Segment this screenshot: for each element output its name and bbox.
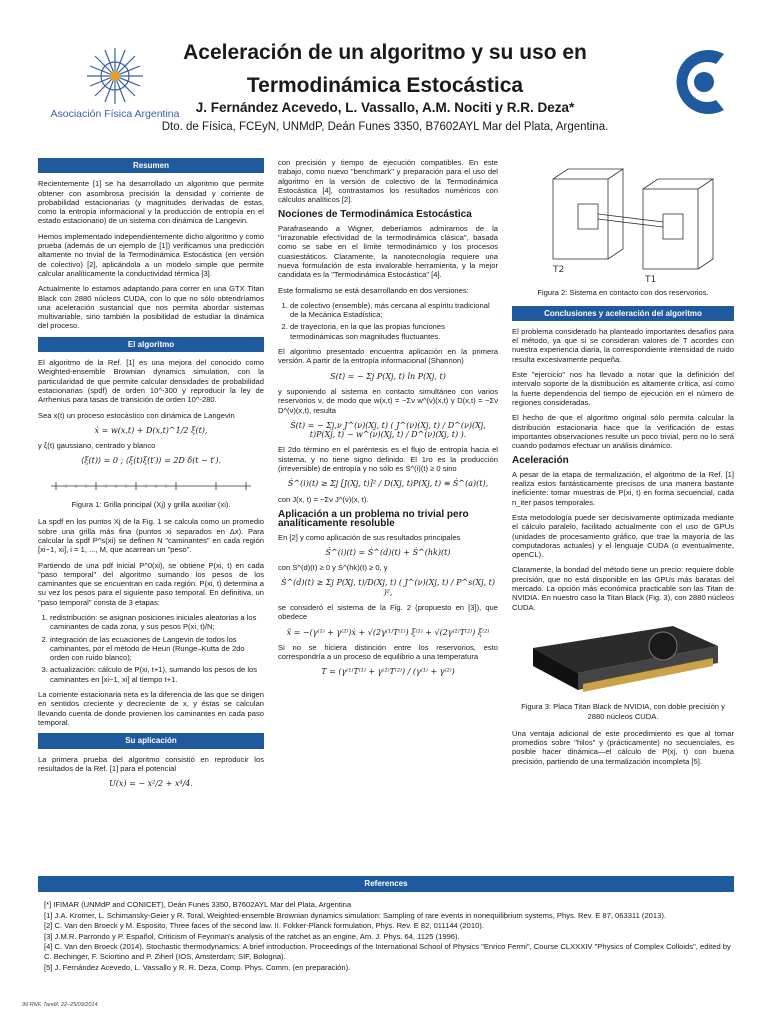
equation-decomposition: Ṡ^(i)(t) = Ṡ^(d)(t) + Ṡ^(hk)(t) [325, 547, 451, 557]
poster-title [150, 36, 620, 102]
version-item: 2. de trayectoria, en la que las propias funciones termodinámicas son magnitudes fluctuantes. [290, 322, 498, 341]
reference-item: [*] IFIMAR (UNMdP and CONICET), Deán Funes 3350, B7602AYL Mar del Plata, Argentina [44, 900, 352, 910]
affiliation: Dto. de Física, FCEyN, UNMdP, Deán Funes 3350, B7602AYL Mar del Plata, Argentina. [161, 121, 609, 133]
version-item: 1. de colectivo (ensemble), más cercana al espíritu tradicional de la Mecánica Estadística; [290, 301, 498, 320]
section-aplicacion-heading: Aplicación a un problema no trivial pero analíticamente resoluble [278, 508, 469, 530]
figure-1-caption: Figura 1: Grilla principal (Xj) y grilla auxiliar (xi). [71, 500, 231, 510]
equation-entropy-rate: Ṡ(t) = − Σj,ν J^(ν)(Xj, t) ( J^(ν)(Xj, t) / D^(ν)(Xj, t)P(Xj, t) − w^(ν)(Xj, t) / D^(ν)(Xj, t) ). [290, 420, 486, 440]
algoritmo-paragraph: La corriente estacionaria neta es la diferencia de las que se dirigen en sentidos creciente y decreciente de x, y éstas se calculan llevando cuenta de donde provienen los caminantes en cada paso temporal. [38, 690, 264, 727]
poster-header [0, 0, 768, 150]
figure-3-caption: Figura 3: Placa Titan Black de NVIDIA, con doble precisión y 2880 núcleos CUDA. [521, 702, 725, 721]
resumen-paragraph: Actualmente lo estamos adaptando para correr en una GTX Titan Black con 2880 núcleos CUDA, con lo que no sólo obtendríamos una aceleración sustancial que nos permita abordar sistemas multivariable, sino también la posibilidad de estudiar la dinámica del proceso. [38, 284, 264, 331]
reference-item: [1] J.A. Kromer, L. Schimansky-Geier y R. Toral, Weighted-ensemble Brownian dynamics simulation: Sampling of rare events in nonequilibrium systems, Phys. Rev. E 87, 063311 (2013). [44, 910, 666, 920]
reference-item: [3] J.M.R. Parrondo y P. Español, Criticism of Feynman's analysis of the ratchet as an engine, Am. J. Phys. 64, 1125 (1996). [44, 931, 460, 941]
equation-shannon: S(t) = − Σj P(Xj, t) ln P(Xj, t) [330, 371, 446, 381]
unmdp-logo [664, 42, 734, 122]
reference-item: [2] C. Van den Broeck y M. Esposito, Three faces of the second law. II. Fokker-Planck formulation, Phys. Rev. E 82, 011144 (2010). [44, 921, 484, 931]
section-nociones-heading: Nociones de Termodinámica Estocástica [278, 209, 472, 221]
figure-2-reservoirs [512, 164, 734, 298]
authors: J. Fernández Acevedo, L. Vassallo, A.M. Nociti y R.R. Deza* [195, 100, 575, 115]
section-aplicacion-header: Su aplicación [38, 733, 264, 748]
title-line-1: Aceleración de un algoritmo y su uso en [183, 41, 587, 64]
reference-item: [4] C. Van den Broeck (2014). Stochastic thermodynamics: A brief introduction. Proceedings of the International School of Physics "Enrico Fermi", Course CLXXXIV "Physics of Complex Colloids", edited by C. Bechinger, F. Sciortino and P. Ziherl (IOS, Amsterdam; SIF, Bologna). [44, 942, 731, 962]
step-item: 2. integración de las ecuaciones de Langevin de todos los caminantes, por el método de Heun (Runge–Kutta de 2do orden con ruido blanco); [50, 635, 264, 663]
step-item: 3. actualización: cálculo de P(xi, t+1), sumando los pesos de los caminantes en [xi−1, xi] al tiempo t+1. [50, 665, 264, 684]
aplicacion-paragraph: En [2] y como aplicación de sus resultados principales [278, 532, 461, 542]
conclusiones-paragraph: Este "ejercicio" nos ha llevado a notar que la definición del intervalo soporte de la distribución es altamente crítica, así como la fuerte dependencia del tiempo de ejecución en el número de regiones consideradas. [512, 370, 734, 407]
column-2 [278, 158, 498, 683]
algoritmo-paragraph: La spdf en los puntos Xj de la Fig. 1 se calcula como un promedio sobre una grilla más fina (puntos xi separados en Δx). Para calcular la spdf P^s(xi) se definen N "caminantes" en cada región [xi−1, xi], i = 1, ..., M, que acarrean un "peso". [38, 517, 264, 555]
label-t1: T1 [645, 275, 657, 284]
resumen-paragraph: Recientemente [1] se ha desarrollado un algoritmo que permite obtener con asombrosa precisión la densidad y corriente de probabilidad estacionarias (y magnitudes derivadas de estas, como la entropía informacional y la producción de entropía en el estado estacionario) de un sistema con dinámica de Langevin. [38, 179, 264, 226]
resumen-paragraph: Hemos implementado independientemente dicho algoritmo y como prueba (además de un ejemplo de [1]) verificamos una predicción altamente no trivial de la Termodinámica Estocástica (en versión de colectivo) [2], aplicándola a un modelo simple que permite calcular analíticamente la conductividad térmica [3]. [38, 231, 264, 278]
section-references-header: References [38, 876, 734, 892]
equation-potential: U(x) = − x²/2 + x⁴/4. [109, 779, 193, 789]
reservoirs-diagram-icon [523, 164, 723, 284]
algoritmo-paragraph: Sea x(t) un proceso estocástico con dinámica de Langevin [38, 410, 235, 420]
section-aceleracion-heading: Aceleración [512, 455, 569, 467]
figure-2-caption: Figura 2: Sistema en contacto con dos reservorios. [537, 288, 709, 298]
aceleracion-paragraph: Esta metodología puede ser decisivamente optimizada mediante el cálculo paralelo, facilitado actualmente con el uso de GPUs (unidades de procesamiento gráfico, que trae la mayoría de las computadoras actuales) y el lenguaje CUDA (o eventualmente, openCL). [512, 512, 734, 560]
gpu-card-icon [523, 618, 723, 698]
section-algoritmo-header: El algoritmo [38, 337, 264, 352]
column-2-paragraph: con precisión y tiempo de ejecución compatibles. En este trabajo, como nuevo "benchmark" y preparación para el uso del algoritmo en la versión de colectivo de la Termodinámica Estocástica [4], contrastamos los resultados numéricos con cálculos analíticos [2]. [278, 158, 498, 205]
aplicacion-paragraph: con Ṡ^(d)(t) ≥ 0 y Ṡ^(hk)(t) ≥ 0, y [278, 563, 388, 573]
reference-item: [5] J. Fernández Acevedo, L. Vassallo y R. R. Deza, Comp. Phys. Comm. (en preparación). [44, 962, 351, 972]
column-1 [38, 158, 264, 794]
unmdp-logo-icon [664, 42, 734, 122]
label-t2: T2 [553, 265, 565, 275]
nociones-paragraph: Este formalismo se está desarrollando en dos versiones: [278, 285, 469, 295]
equation-adiabatic: Ṡ^(d)(t) ≥ Σj P(Xj, t)/D(Xj, t) ( J^(ν)(Xj, t) / P^s(Xj, t) )², [280, 578, 496, 597]
aceleracion-paragraph: A pesar de la etapa de termalización, el algoritmo de la Ref. [1] realiza estos fantásticamente precisos de una manera bastante ineficiente: tomar muestras de P(xi, t) en forma secuencial, cada n_iter pasos temporales. [512, 469, 734, 507]
afa-logo-caption: Asociación Física Argentina [50, 108, 180, 120]
aceleracion-paragraph: Una ventaja adicional de este procedimiento es que al tomar promedios sobre "hilos" y (prácticamente) no secuenciales, es posible hacer dinámica—el cálculo de P(xj, t) con buena precisión, partiendo de una termalización incompleta [5]. [512, 728, 734, 766]
algoritmo-paragraph: Partiendo de una pdf inicial P^0(xi), se obtiene P(xi, t) en cada "paso temporal" del algoritmo sumando los pesos de los caminantes que se encuentran en cada región. P(xi, t) determina a su vez los pesos para el siguiente paso temporal. En definitiva, un "paso temporal" consta de 3 etapas: [38, 560, 264, 607]
title-line-2: Termodinámica Estocástica [246, 74, 524, 97]
step-item: 1. redistribución: se asignan posiciones iniciales aleatorias a los caminantes de cada zona, y sus pesos P(xi, t)/N; [50, 613, 264, 632]
algoritmo-paragraph: y ξ(t) gaussiano, centrado y blanco [38, 441, 156, 451]
section-conclusiones-header: Conclusiones y aceleración del algoritmo [512, 306, 734, 321]
figure-3-gpu [512, 618, 734, 721]
conclusiones-paragraph: El problema considerado ha planteado importantes desafíos para el método, ya que si se consideran valores de T acordes con nuestra experiencia diaria, la correspondiente intensidad de ruido resulta excesivamente pequeña. [512, 326, 734, 364]
nociones-paragraph: con J(x, t) = −Σν J^(ν)(x, t). [278, 494, 369, 504]
grid-diagram-icon [46, 472, 256, 496]
nociones-paragraph: y suponiendo al sistema en contacto simultáneo con varios reservorios ν, de modo que w(x,t) = −Σν w^(ν)(x,t) y D(x,t) = −Σν D^(ν)(x,t), resulta [278, 386, 498, 415]
aplicacion-paragraph: se consideró el sistema de la Fig. 2 (propuesto en [3]), que obedece [278, 602, 498, 622]
aceleracion-paragraph: Claramente, la bondad del método tiene un precio: requiere doble precisión, que no está disponible en las GPUs más baratas del mercado. La opción más económica practicable son las Titan de NVIDIA. En nuestro caso la Titan Black (Fig. 3), con 2880 núcleos CUDA. [512, 565, 734, 612]
equation-langevin: ẋ = w(x,t) + D(x,t)^1/2 ξ(t), [94, 425, 208, 435]
figure-1-grid [38, 472, 264, 510]
equation-noise: ⟨ξ(t)⟩ = 0 ; ⟨ξ(t)ξ(t′)⟩ = 2D δ(t − t′). [80, 456, 222, 466]
references-section [38, 876, 734, 973]
conclusiones-paragraph: El hecho de que el algoritmo original sólo permita calcular la distribución estacionaria hace que la verificación de estas importantes observaciones resulte un poco trivial, pero no lo será cuando podamos efectuar un análisis dinámico. [512, 413, 734, 451]
nociones-paragraph: El algoritmo presentado encuentra aplicación en la primera versión. A partir de la entropía informacional (Shannon) [278, 347, 498, 366]
section-resumen-header: Resumen [38, 158, 264, 173]
equation-temperature: T = (γ⁽¹⁾T⁽¹⁾ + γ⁽²⁾T⁽²⁾) / (γ⁽¹⁾ + γ⁽²⁾) [321, 667, 455, 677]
nociones-paragraph: El 2do término en el paréntesis es el flujo de entropía hacia el sistema, y no tiene signo definido. El 1ro es la producción (irreversible) de entropía y no sólo es Ṡ^(i)(t) ≥ 0 sino [278, 445, 498, 474]
aplicacion-paragraph: Si no se hiciera distinción entre los reservorios, esto correspondría a un proceso de equilibrio a una temperatura [278, 642, 498, 662]
footer-note: 99 RNF, Tandil, 22–25/09/2014 [22, 1002, 98, 1008]
algoritmo-paragraph: El algoritmo de la Ref. [1] es una mejora del conocido como Weighted-ensemble Brownian dynamics simulation, con la particularidad de que permite calcular densidades de probabilidad estacionarias (spdf) de orden 10^-300 y reproducir la ley de Arrhenius para tasas de transición de orden 10^-280. [38, 358, 264, 405]
equation-production: Ṡ^(i)(t) ≥ Σj [J(Xj, t)]² / D(Xj, t)P(Xj, t) ≡ Ṡ^(a)(t), [287, 479, 489, 489]
equation-motion: ẍ = −(γ⁽¹⁾ + γ⁽²⁾)ẋ + √(2γ⁽¹⁾T⁽¹⁾) ξ⁽¹⁾ + √(2γ⁽²⁾T⁽²⁾) ξ⁽²⁾ [286, 627, 490, 637]
nociones-paragraph: Parafraseando a Wigner, deberíamos admirarnos de la "irrazonable efectividad de la termodinámica clásica", basada como se sabe en el límite termodinámico y los procesos cuasiestáticos. Claramente, la nanotecnología requiere una nueva formulación de esta invalorable herramienta, y la mejor candidata es la "Termodinámica Estocástica" [4]. [278, 223, 498, 280]
aplicacion-paragraph: La primera prueba del algoritmo consistió en reproducir los resultados de la Ref. [1] para el potencial [38, 754, 264, 773]
column-3 [512, 158, 734, 772]
versions-list [278, 301, 498, 341]
steps-list [38, 613, 264, 684]
